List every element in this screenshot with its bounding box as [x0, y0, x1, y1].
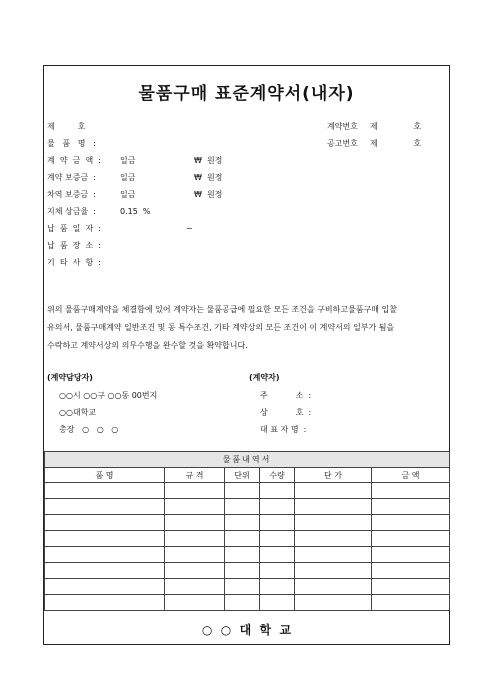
field-contract-amount-value: 일금 ₩ 원정: [120, 156, 223, 165]
table-cell: [165, 499, 225, 515]
party-right-address: 주 소 :: [260, 391, 312, 400]
party-right-ceo: 대 표 자 명 :: [260, 425, 307, 434]
table-cell: [165, 531, 225, 547]
table-cell: [295, 515, 372, 531]
agreement-paragraph-line-3: 수락하고 계약서상의 의무수행을 완수할 것을 확약합니다.: [47, 341, 248, 350]
field-difference-deposit-label: 차역 보증금 :: [47, 190, 96, 199]
field-contract-deposit-label: 계약 보증금 :: [47, 173, 96, 182]
party-right-company: 상 호 :: [260, 408, 312, 417]
table-cell: [165, 579, 225, 595]
table-cell: [45, 531, 165, 547]
field-contract-no-value: 제 호: [370, 122, 422, 131]
table-cell: [295, 595, 372, 611]
field-delivery-place-label: 납 품 장 소 :: [47, 241, 101, 250]
issuer-footer: ○ ○ 대 학 교: [201, 623, 292, 637]
items-table: [44, 451, 450, 611]
table-cell: [45, 595, 165, 611]
table-cell: [225, 595, 260, 611]
table-cell: [165, 483, 225, 499]
table-cell: [165, 547, 225, 563]
table-cell: [260, 595, 295, 611]
table-row: [45, 563, 450, 579]
contract-sheet: [43, 65, 450, 645]
field-contract-number-label: 제 호: [47, 122, 86, 131]
table-cell: [295, 563, 372, 579]
party-left-address: ○○시 ○○구 ○○동 00번지: [59, 391, 158, 400]
party-left-heading: (계약담당자): [47, 373, 93, 382]
table-cell: [45, 515, 165, 531]
column-header-item: 품 명: [45, 468, 165, 483]
table-cell: [372, 531, 450, 547]
field-item-name-label: 물 품 명 :: [47, 139, 96, 148]
table-cell: [260, 483, 295, 499]
field-notice-no-label: 공고번호: [327, 139, 358, 148]
table-cell: [372, 547, 450, 563]
table-cell: [225, 579, 260, 595]
table-cell: [260, 547, 295, 563]
table-cell: [225, 547, 260, 563]
table-cell: [225, 531, 260, 547]
table-cell: [372, 595, 450, 611]
field-contract-no-label: 계약번호: [327, 122, 358, 131]
table-cell: [295, 531, 372, 547]
field-delay-penalty-value: 0.15 %: [120, 207, 151, 216]
field-contract-deposit-value: 일금 ₩ 원정: [120, 173, 223, 182]
table-cell: [372, 515, 450, 531]
table-cell: [372, 499, 450, 515]
column-header-unit-price: 단 가: [295, 468, 372, 483]
table-cell: [372, 563, 450, 579]
table-cell: [260, 579, 295, 595]
table-cell: [45, 547, 165, 563]
table-cell: [295, 483, 372, 499]
document-title: 물품구매 표준계약서(내자): [138, 84, 355, 104]
table-cell: [260, 531, 295, 547]
table-cell: [260, 563, 295, 579]
table-cell: [45, 499, 165, 515]
field-notice-no-value: 제 호: [370, 139, 422, 148]
table-cell: [45, 483, 165, 499]
table-cell: [45, 579, 165, 595]
table-row: [45, 483, 450, 499]
field-other-notes-label: 기 타 사 항 :: [47, 258, 101, 267]
table-cell: [225, 499, 260, 515]
field-delivery-date-value: ~: [120, 224, 193, 233]
table-cell: [260, 515, 295, 531]
party-right-heading: (계약자): [249, 373, 280, 382]
table-cell: [225, 563, 260, 579]
party-left-representative: 총장 ○ ○ ○: [59, 425, 119, 434]
table-row: [45, 531, 450, 547]
table-cell: [165, 563, 225, 579]
table-cell: [225, 483, 260, 499]
column-header-unit: 단위: [225, 468, 260, 483]
column-header-spec: 규 격: [165, 468, 225, 483]
table-row: [45, 595, 450, 611]
table-cell: [260, 499, 295, 515]
table-cell: [165, 515, 225, 531]
table-row: [45, 499, 450, 515]
column-header-qty: 수량: [260, 468, 295, 483]
table-cell: [45, 563, 165, 579]
table-row: [45, 547, 450, 563]
table-cell: [295, 547, 372, 563]
table-cell: [165, 595, 225, 611]
party-left-organization: ○○대학교: [59, 408, 97, 417]
field-delivery-date-label: 납 품 일 자 :: [47, 224, 101, 233]
field-contract-amount-label: 계 약 금 액 :: [47, 156, 101, 165]
agreement-paragraph-line-1: 위의 물품구매계약을 체결함에 있어 계약자는 물품공급에 필요한 모든 조건을 구비하고물품구매 입찰: [47, 305, 398, 314]
agreement-paragraph-line-2: 유의서, 물품구매계약 일반조건 및 동 특수조건, 기타 계약상의 모든 조건이 이 계약서의 일부가 됨을: [47, 323, 395, 332]
table-cell: [295, 579, 372, 595]
table-cell: [225, 515, 260, 531]
field-delay-penalty-label: 지체 상금율 :: [47, 207, 96, 216]
items-table-caption: 물품내역서: [45, 452, 450, 468]
table-cell: [372, 483, 450, 499]
table-cell: [372, 579, 450, 595]
table-row: [45, 515, 450, 531]
column-header-amount: 금 액: [372, 468, 450, 483]
field-difference-deposit-value: 일금 ₩ 원정: [120, 190, 223, 199]
table-row: [45, 579, 450, 595]
table-cell: [295, 499, 372, 515]
